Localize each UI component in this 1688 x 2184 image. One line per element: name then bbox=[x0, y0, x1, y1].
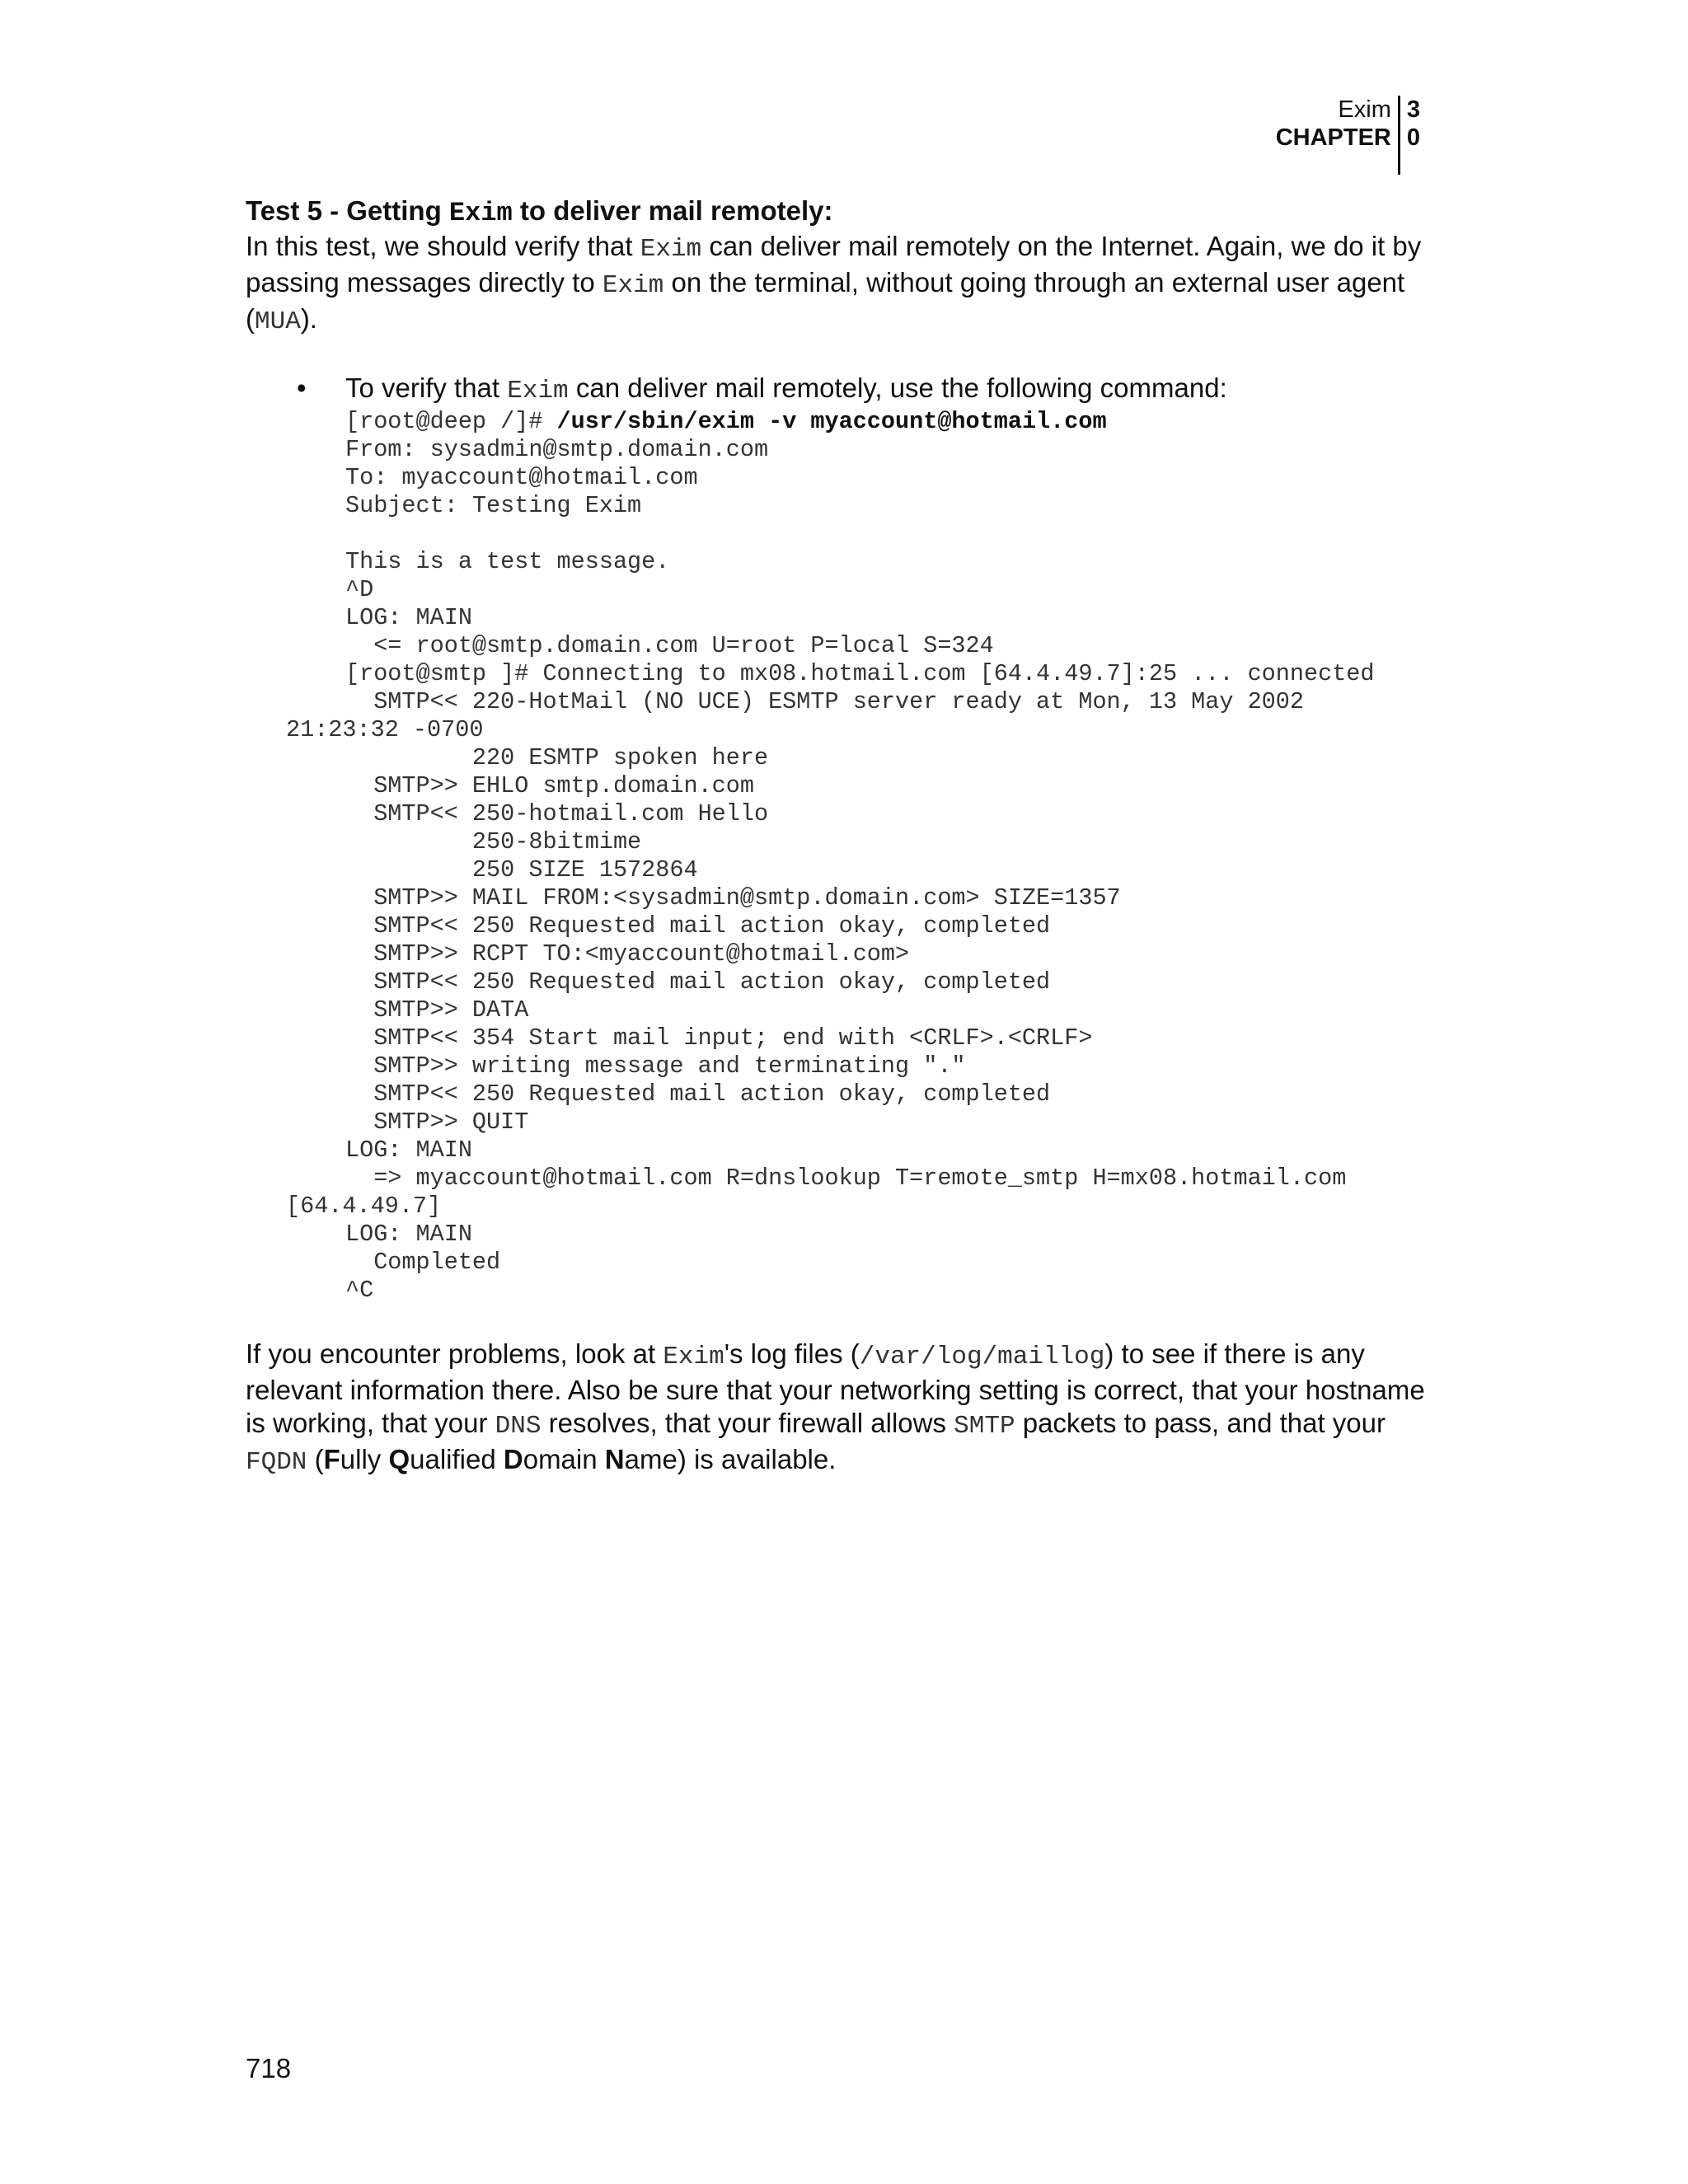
page-number: 718 bbox=[246, 2053, 292, 2083]
page-content bbox=[246, 194, 1432, 1479]
header-section-name: Exim bbox=[1338, 96, 1391, 123]
running-header bbox=[1276, 96, 1420, 175]
closing-paragraph bbox=[246, 1338, 1432, 1479]
bullet-post: can deliver mail remotely, use the following command: bbox=[568, 373, 1227, 403]
terminal-lines-b: 220 ESMTP spoken here SMTP>> EHLO smtp.domain.com SMTP<< 250-hotmail.com Hello 250-8bitmime 250 SIZE 1572864 SMTP>> MAIL FROM:<sysadmin@smtp.domain.com> SIZE=1357 SMTP<< 250 Requested mail action okay, completed SMTP>> RCPT TO:<myaccount@hotmail.com> SMTP<< 250 Requested mail action okay, completed SMTP>> DATA SMTP<< 354 Start mail input; end with <CRLF>.<CRLF> SMTP>> writing message and terminating "." SMTP<< 250 Requested mail action okay, completed SMTP>> QUIT LOG: MAIN => myaccount@hotmail.com R=dnslookup T=remote_smtp H=mx08.hotmail.com bbox=[345, 744, 1347, 1192]
terminal-lines-a: From: sysadmin@smtp.domain.com To: myaccount@hotmail.com Subject: Testing Exim This is a test message. ^D LOG: MAIN <= root@smtp.domain.com U=root P=local S=324 [root@smtp ]# Connecting to mx08.hotmail.com [64.4.49.7]:25 ... connected SMTP<< 220-HotMail (NO UCE) ESMTP server ready at Mon, 13 May 2002 bbox=[345, 436, 1375, 715]
inline-code: MUA bbox=[255, 307, 301, 336]
chapter-digit-2: 0 bbox=[1406, 124, 1420, 151]
inline-code: DNS bbox=[495, 1412, 542, 1441]
bold-letter: N bbox=[604, 1444, 625, 1474]
terminal-output bbox=[246, 408, 1432, 1305]
text-run: can deliver mail remotely on the Internet. Again, we do it by passing messages directly to bbox=[246, 231, 1422, 298]
bold-letter: Q bbox=[388, 1444, 410, 1474]
bullet-code: Exim bbox=[507, 377, 569, 405]
header-chapter-number bbox=[1398, 96, 1420, 175]
terminal-wrap-1: 21:23:32 -0700 bbox=[286, 716, 484, 743]
header-labels bbox=[1276, 96, 1398, 175]
title-post: to deliver mail remotely: bbox=[512, 195, 833, 226]
inline-code: Exim bbox=[602, 271, 664, 300]
text-run: ame) is available. bbox=[624, 1444, 837, 1474]
section-title bbox=[246, 194, 1432, 230]
terminal-command: /usr/sbin/exim -v myaccount@hotmail.com bbox=[556, 408, 1107, 435]
text-run: ). bbox=[300, 303, 317, 334]
bold-letter: D bbox=[503, 1444, 523, 1474]
terminal-wrap-2: [64.4.49.7] bbox=[286, 1193, 442, 1220]
header-chapter-label: CHAPTER bbox=[1275, 124, 1391, 151]
text-run: If you encounter problems, look at bbox=[246, 1338, 663, 1369]
text-run: ully bbox=[340, 1444, 389, 1474]
text-run: In this test, we should verify that bbox=[246, 231, 640, 261]
title-code: Exim bbox=[448, 198, 513, 228]
text-run: ualified bbox=[410, 1444, 504, 1474]
text-run: ) to see if there is any relevant information there. Also be sure that your networking setting is correct, that your hostname is working, that your bbox=[246, 1338, 1425, 1438]
inline-code: /var/log/maillog bbox=[859, 1343, 1105, 1371]
terminal-prompt: [root@deep /]# bbox=[345, 408, 557, 435]
text-run: ( bbox=[307, 1444, 324, 1474]
text-run: resolves, that your firewall allows bbox=[541, 1408, 954, 1438]
intro-paragraph bbox=[246, 230, 1432, 339]
terminal-lines-c: LOG: MAIN Completed ^C bbox=[345, 1221, 501, 1304]
text-run: on the terminal, without going through an external user agent ( bbox=[246, 267, 1405, 334]
text-run: omain bbox=[523, 1444, 605, 1474]
bullet-pre: To verify that bbox=[345, 373, 508, 403]
bold-letter: F bbox=[323, 1444, 340, 1474]
inline-code: Exim bbox=[663, 1343, 724, 1371]
inline-code: SMTP bbox=[954, 1412, 1015, 1441]
title-pre: Test 5 - Getting bbox=[246, 195, 449, 226]
bullet-item bbox=[246, 372, 1432, 1305]
inline-code: FQDN bbox=[246, 1448, 307, 1477]
text-run: packets to pass, and that your bbox=[1015, 1408, 1386, 1438]
inline-code: Exim bbox=[640, 235, 702, 264]
chapter-digit-1: 3 bbox=[1406, 96, 1420, 123]
text-run: 's log files ( bbox=[724, 1338, 860, 1369]
bullet-dot-icon: • bbox=[297, 373, 307, 403]
bullet-text bbox=[345, 372, 1432, 408]
